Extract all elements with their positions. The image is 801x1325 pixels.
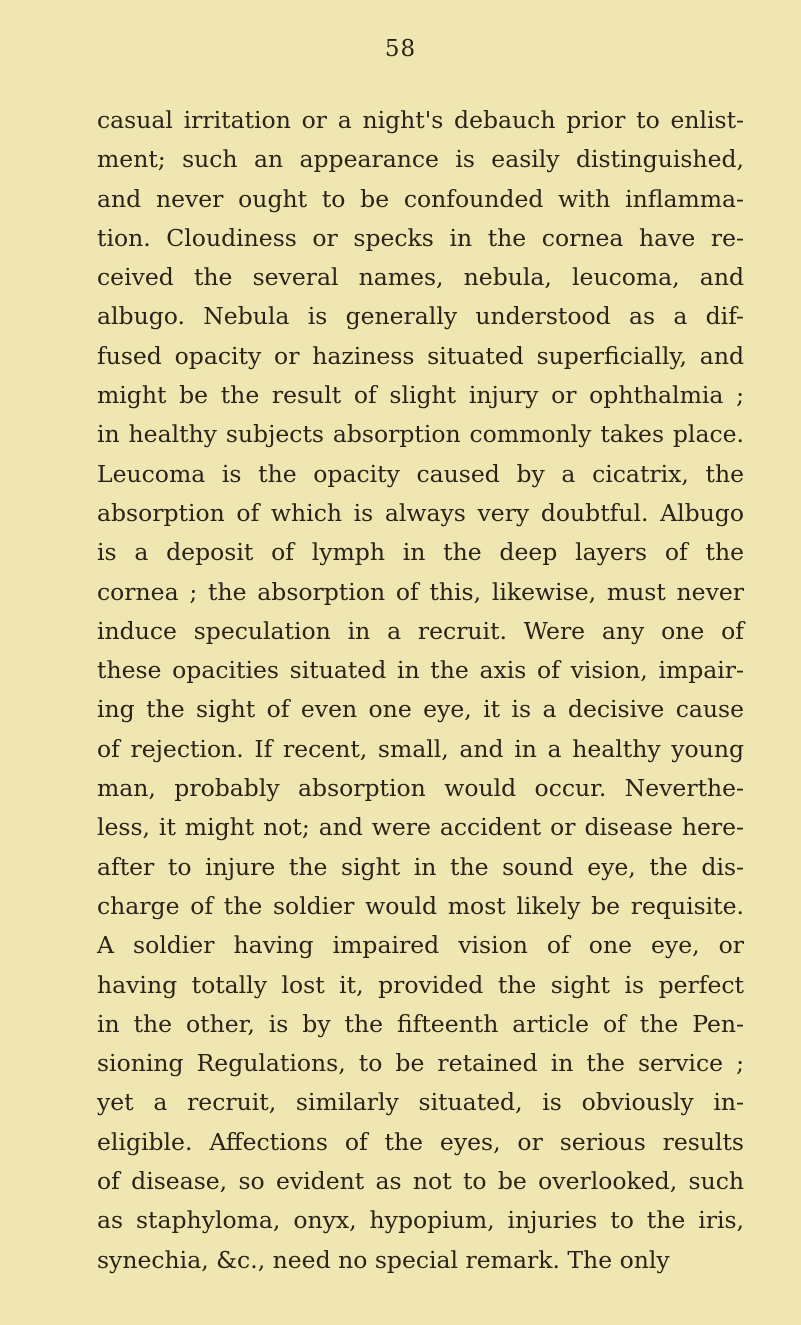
text-line: eligible. Affections of the eyes, or serious results	[97, 1127, 744, 1156]
text-line: having totally lost it, provided the sight is perfect	[97, 970, 744, 999]
text-line: cornea ; the absorption of this, likewise, must never	[97, 577, 744, 606]
text-line: man, probably absorption would occur. Neverthe-	[97, 774, 744, 803]
text-line: albugo. Nebula is generally understood as a dif-	[97, 302, 744, 331]
text-line: absorption of which is always very doubtful. Albugo	[97, 498, 744, 527]
text-line: yet a recruit, similarly situated, is obviously in-	[97, 1088, 744, 1117]
text-line: ment; such an appearance is easily distinguished,	[97, 145, 744, 174]
text-line: as staphyloma, onyx, hypopium, injuries to the iris,	[97, 1206, 744, 1235]
text-line: A soldier having impaired vision of one eye, or	[97, 931, 744, 960]
body-text	[97, 101, 744, 1280]
text-line: induce speculation in a recruit. Were any one of	[97, 616, 744, 645]
text-line: casual irritation or a night's debauch prior to enlist-	[97, 106, 744, 134]
page-number: 58	[384, 36, 417, 62]
text-line: ing the sight of even one eye, it is a decisive cause	[97, 695, 744, 724]
text-line: of disease, so evident as not to be overlooked, such	[97, 1167, 744, 1196]
text-line: synechia, &c., need no special remark. The only	[97, 1245, 670, 1274]
text-line: ceived the several names, nebula, leucoma, and	[97, 263, 744, 292]
text-line: in healthy subjects absorption commonly takes place.	[97, 420, 744, 449]
text-line: fused opacity or haziness situated superficially, and	[97, 341, 744, 370]
text-line: in the other, is by the fifteenth article of the Pen-	[97, 1009, 744, 1038]
text-line: less, it might not; and were accident or disease here-	[97, 813, 744, 842]
text-line: charge of the soldier would most likely be requisite.	[97, 891, 744, 920]
text-line: Leucoma is the opacity caused by a cicatrix, the	[97, 459, 744, 488]
text-line: is a deposit of lymph in the deep layers of the	[97, 538, 744, 567]
text-line: sioning Regulations, to be retained in the service ;	[97, 1049, 744, 1078]
text-line: tion. Cloudiness or specks in the cornea have re-	[97, 223, 744, 252]
text-line: of rejection. If recent, small, and in a healthy young	[97, 734, 744, 763]
text-line: might be the result of slight injury or ophthalmia ;	[97, 381, 744, 410]
text-line: and never ought to be confounded with inflamma-	[97, 184, 744, 213]
text-line: these opacities situated in the axis of vision, impair-	[97, 656, 744, 685]
text-line: after to injure the sight in the sound eye, the dis-	[97, 852, 744, 881]
